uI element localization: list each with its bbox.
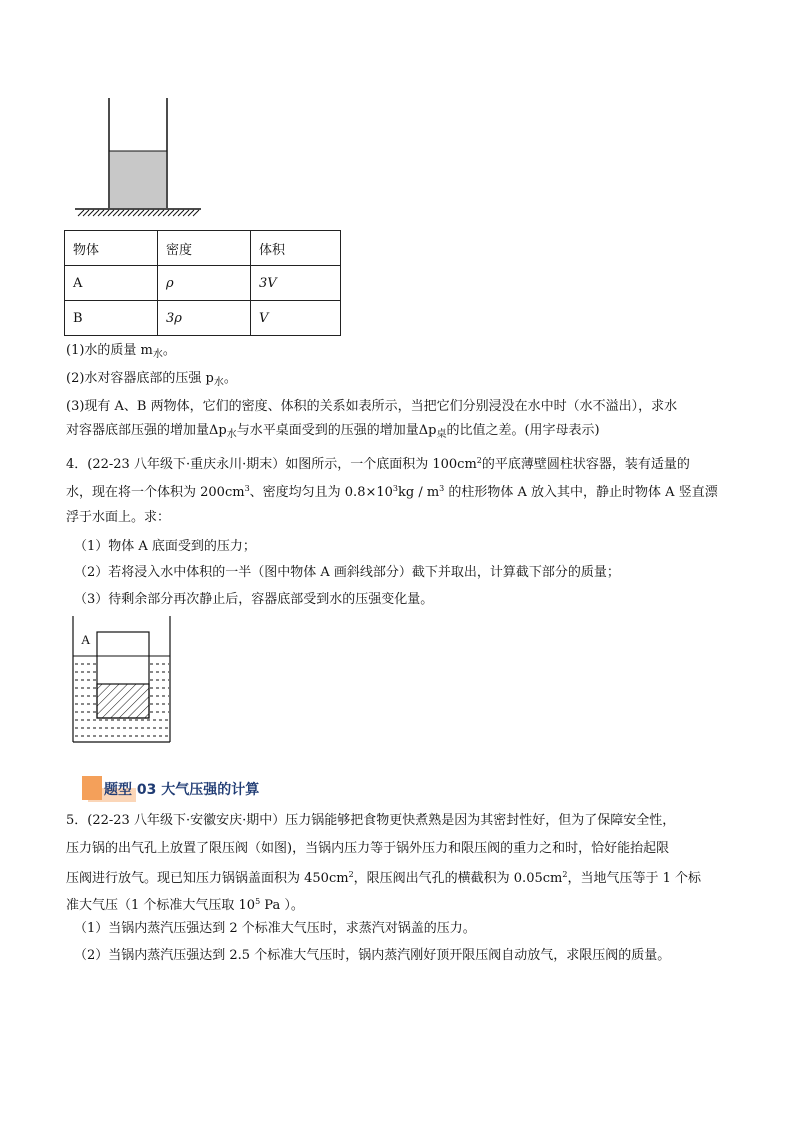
q4-sub1: （1）物体 A 底面受到的压力； [74,539,256,554]
table-header-cell: 体积 [251,231,341,266]
superscript: 2 [348,870,354,879]
q3-text: 对容器底部压强的增加量Δp [66,423,227,438]
table-header-cell: 物体 [65,231,158,266]
floating-block-figure [70,614,174,746]
superscript: 2 [562,870,568,879]
q3-part1-end: 。 [162,343,176,358]
q5-line4 [66,893,304,915]
q4-text: 4．(22-23 八年级下·重庆永川·期末）如图所示，一个底面积为 100cm [66,457,477,472]
q4-text: 的平底薄壁圆柱状容器，装有适量的 [481,457,690,472]
q4-text: 的柱形物体 A 放入其中，静止时物体 A 竖直漂 [444,485,718,500]
subscript: 水 [152,349,163,360]
q3-part3-line2 [66,422,600,444]
q5-line3 [66,866,701,888]
q3-part2-text: (2)水对容器底部的压强 p [66,371,214,386]
subscript: 水 [213,377,224,388]
superscript: 5 [255,897,261,906]
q4-line1 [66,452,690,474]
superscript: 2 [476,456,482,465]
table-row [65,301,341,336]
table-cell: B [65,301,158,336]
q5-line2: 压力锅的出气孔上放置了限压阀（如图)，当锅内压力等于锅外压力和限压阀的重力之和时，恰好能抬起限 [66,841,670,856]
table-header-row [65,231,341,266]
heading-accent [82,776,102,800]
q3-part1 [66,342,176,364]
superscript: 3 [392,484,398,493]
q5-text: ，当地气压等于 1 个标 [567,871,701,886]
subscript: 桌 [436,429,447,440]
table-cell: V [251,301,341,336]
q5-text: 压阀进行放气。现已知压力锅锅盖面积为 450cm [66,871,349,886]
q4-text: 、密度均匀且为 0.8×10 [249,485,393,500]
q4-text: kg / m [398,485,440,500]
q3-part3-line1: (3)现有 A、B 两物体，它们的密度、体积的关系如表所示，当把它们分别浸没在水中时（水不溢出），求水 [66,399,678,414]
q4-sub3: （3）待剩余部分再次静止后，容器底部受到水的压强变化量。 [74,592,434,607]
subscript: 水 [226,429,237,440]
table-cell: 3V [251,266,341,301]
q5-text: Pa ）。 [260,898,304,913]
q4-text: 水，现在将一个体积为 200cm [66,485,245,500]
q5-line1: 5．(22-23 八年级下·安徽安庆·期中）压力锅能够把食物更快煮熟是因为其密封性好，但为了保障安全性， [66,813,676,828]
table-cell: A [65,266,158,301]
q3-part1-text: (1)水的质量 m [66,343,153,358]
table-row [65,266,341,301]
block-a-label: A [81,632,91,647]
table-cell: ρ [158,266,251,301]
q5-sub1: （1）当锅内蒸汽压强达到 2 个标准大气压时，求蒸汽对锅盖的压力。 [74,921,476,936]
q5-text: 准大气压（1 个标准大气压取 10 [66,898,256,913]
superscript: 3 [244,484,250,493]
q3-text: 与水平桌面受到的压强的增加量Δp [236,423,437,438]
q4-line2 [66,480,718,502]
q3-part2 [66,370,237,392]
q3-part2-end: 。 [223,371,237,386]
table-header-cell: 密度 [158,231,251,266]
section-title: 题型 03 大气压强的计算 [104,782,260,798]
q4-sub2: （2）若将浸入水中体积的一半（图中物体 A 画斜线部分）截下并取出，计算截下部分的质量； [74,565,620,580]
table-cell: 3ρ [158,301,251,336]
container-figure [70,96,206,220]
q5-text: ，限压阀出气孔的横截积为 0.05cm [353,871,563,886]
q5-sub2: （2）当锅内蒸汽压强达到 2.5 个标准大气压时，锅内蒸汽刚好顶开限压阀自动放气，求限压阀的质量。 [74,948,671,963]
superscript: 3 [439,484,445,493]
q3-text: 的比值之差。(用字母表示) [446,423,600,438]
q4-line3: 浮于水面上。求： [66,510,171,525]
density-volume-table [64,230,341,336]
